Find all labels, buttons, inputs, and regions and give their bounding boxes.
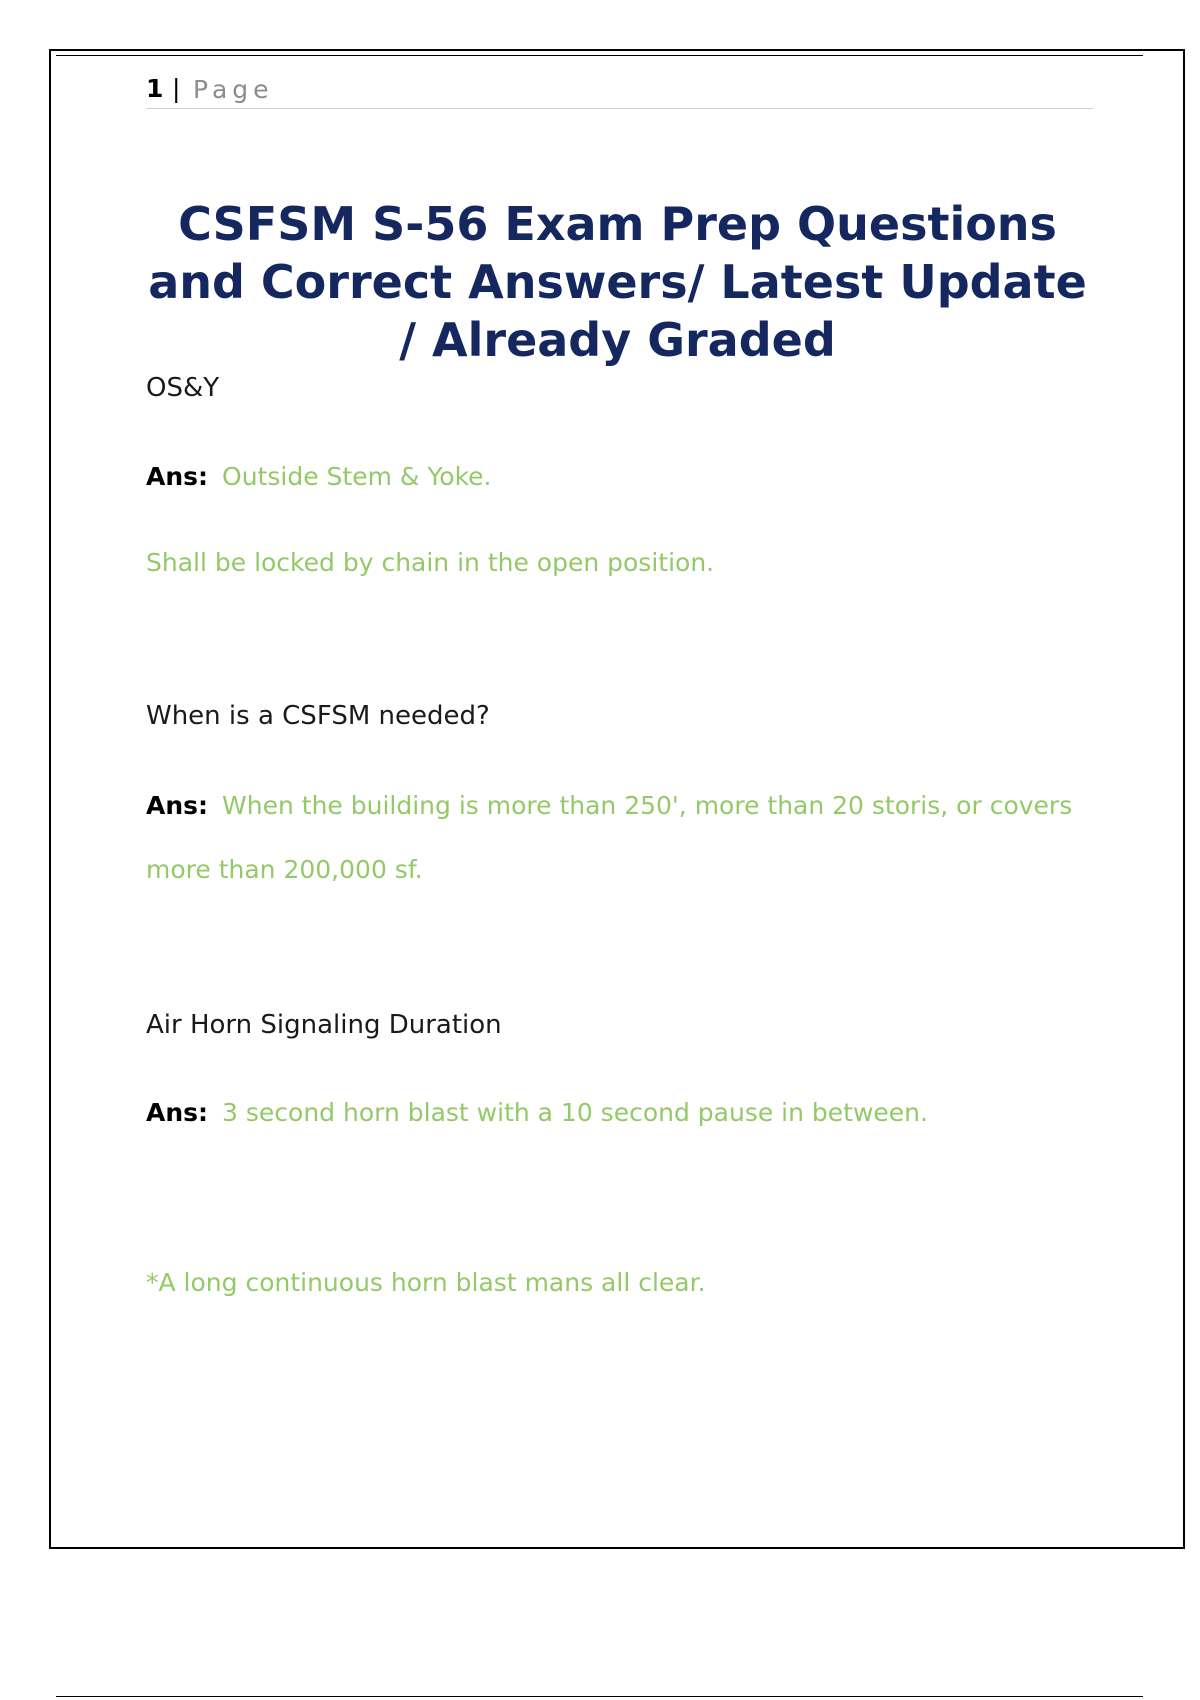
answer-text: 3 second horn blast with a 10 second pause in between. xyxy=(222,1098,928,1127)
page-word: Page xyxy=(193,75,274,104)
answer-text: When the building is more than 250', more than 20 storis, or covers more than 200,000 sf. xyxy=(146,791,1073,884)
page-number-separator: | xyxy=(172,74,181,103)
question-os-y: OS&Y xyxy=(146,373,220,403)
answer-air-horn xyxy=(146,1081,1076,1145)
page-number: 1 xyxy=(146,74,164,103)
document-title: CSFSM S-56 Exam Prep Questions and Correct Answers/ Latest Update / Already Graded xyxy=(148,197,1087,367)
page-header xyxy=(146,72,1093,109)
question-csfsm-needed: When is a CSFSM needed? xyxy=(146,701,490,731)
answer-label: Ans: xyxy=(146,1098,209,1127)
answer-text: Outside Stem & Yoke. xyxy=(222,462,492,491)
note-air-horn: *A long continuous horn blast mans all clear. xyxy=(146,1268,706,1297)
bottom-rule xyxy=(56,1696,1143,1697)
question-air-horn: Air Horn Signaling Duration xyxy=(146,1010,502,1040)
answer-csfsm-needed xyxy=(146,774,1076,902)
answer-label: Ans: xyxy=(146,462,209,491)
answer-label: Ans: xyxy=(146,791,209,820)
note-os-y: Shall be locked by chain in the open position. xyxy=(146,548,715,577)
answer-os-y xyxy=(146,445,1076,509)
